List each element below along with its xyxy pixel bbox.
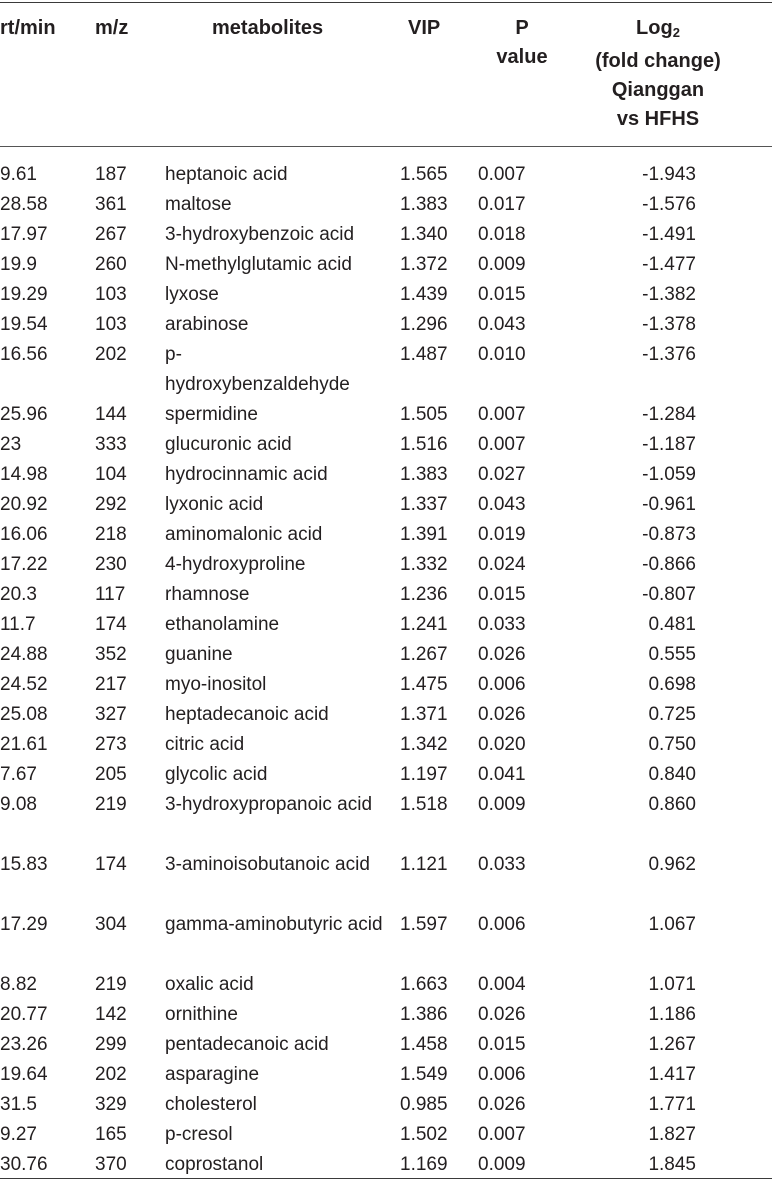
cell-metabolite: citric acid — [165, 734, 245, 755]
cell-rt: 20.3 — [0, 584, 37, 605]
table-row — [0, 1000, 772, 1030]
table-row — [0, 220, 772, 250]
table-bottom-rule — [0, 1178, 772, 1179]
cell-rt: 14.98 — [0, 464, 48, 485]
cell-metabolite: heptadecanoic acid — [165, 704, 329, 725]
header-fc-line2: (fold change) — [595, 50, 721, 72]
cell-fold-change: -0.807 — [642, 584, 696, 605]
table-top-rule — [0, 2, 772, 3]
cell-fold-change: -0.961 — [642, 494, 696, 515]
cell-mz: 202 — [95, 344, 127, 365]
cell-p-value: 0.007 — [478, 404, 526, 425]
cell-mz: 329 — [95, 1094, 127, 1115]
cell-vip: 1.372 — [400, 254, 448, 275]
header-fc-log: Log — [636, 17, 673, 39]
header-p-line2: value — [496, 46, 548, 68]
table-row — [0, 340, 772, 400]
cell-rt: 25.08 — [0, 704, 48, 725]
cell-metabolite: p- hydroxybenzaldehyde — [165, 344, 350, 395]
table-row — [0, 640, 772, 670]
cell-fold-change: 1.417 — [648, 1064, 696, 1085]
cell-p-value: 0.007 — [478, 1124, 526, 1145]
cell-mz: 142 — [95, 1004, 127, 1025]
cell-mz: 219 — [95, 974, 127, 995]
header-vip: VIP — [408, 17, 441, 39]
cell-vip: 1.391 — [400, 524, 448, 545]
cell-mz: 299 — [95, 1034, 127, 1055]
cell-rt: 21.61 — [0, 734, 48, 755]
table-row — [0, 490, 772, 520]
cell-rt: 17.97 — [0, 224, 48, 245]
cell-metabolite: spermidine — [165, 404, 258, 425]
cell-p-value: 0.033 — [478, 854, 526, 875]
cell-rt: 16.06 — [0, 524, 48, 545]
cell-vip: 1.565 — [400, 164, 448, 185]
table-row — [0, 400, 772, 430]
cell-vip: 1.342 — [400, 734, 448, 755]
cell-metabolite: lyxose — [165, 284, 219, 305]
cell-metabolite: guanine — [165, 644, 233, 665]
cell-vip: 1.383 — [400, 464, 448, 485]
cell-metabolite: gamma-aminobutyric acid — [165, 914, 383, 935]
cell-metabolite: p-cresol — [165, 1124, 233, 1145]
cell-rt: 20.77 — [0, 1004, 48, 1025]
cell-fold-change: -1.382 — [642, 284, 696, 305]
cell-fold-change: 1.186 — [648, 1004, 696, 1025]
cell-fold-change: 0.725 — [648, 704, 696, 725]
cell-vip: 0.985 — [400, 1094, 448, 1115]
cell-rt: 30.76 — [0, 1154, 48, 1175]
cell-p-value: 0.026 — [478, 644, 526, 665]
cell-metabolite: pentadecanoic acid — [165, 1034, 329, 1055]
cell-rt: 17.29 — [0, 914, 48, 935]
table-row — [0, 460, 772, 490]
cell-metabolite: ornithine — [165, 1004, 238, 1025]
cell-fold-change: -0.866 — [642, 554, 696, 575]
cell-vip: 1.296 — [400, 314, 448, 335]
cell-vip: 1.340 — [400, 224, 448, 245]
cell-mz: 205 — [95, 764, 127, 785]
cell-fold-change: 1.067 — [648, 914, 696, 935]
cell-rt: 9.27 — [0, 1124, 37, 1145]
cell-metabolite: asparagine — [165, 1064, 260, 1085]
table-row — [0, 190, 772, 220]
cell-p-value: 0.033 — [478, 614, 526, 635]
cell-metabolite: myo-inositol — [165, 674, 267, 695]
cell-metabolite: N-methylglutamic acid — [165, 254, 352, 275]
cell-mz: 352 — [95, 644, 127, 665]
table-row — [0, 520, 772, 550]
cell-fold-change: 0.860 — [648, 794, 696, 815]
cell-mz: 217 — [95, 674, 127, 695]
header-fc-line4: vs HFHS — [616, 108, 700, 130]
cell-vip: 1.236 — [400, 584, 448, 605]
cell-vip: 1.663 — [400, 974, 448, 995]
cell-rt: 17.22 — [0, 554, 48, 575]
cell-rt: 8.82 — [0, 974, 37, 995]
cell-fold-change: -1.376 — [642, 344, 696, 365]
cell-mz: 219 — [95, 794, 127, 815]
cell-vip: 1.241 — [400, 614, 448, 635]
cell-vip: 1.121 — [400, 854, 448, 875]
table-row — [0, 1060, 772, 1090]
cell-p-value: 0.006 — [478, 674, 526, 695]
table-row — [0, 850, 772, 910]
table-row — [0, 310, 772, 340]
cell-fold-change: -1.477 — [642, 254, 696, 275]
cell-vip: 1.332 — [400, 554, 448, 575]
header-fc-sub: 2 — [672, 25, 680, 40]
cell-fold-change: -1.059 — [642, 464, 696, 485]
cell-mz: 174 — [95, 614, 127, 635]
header-fold-change — [578, 14, 738, 134]
cell-mz: 202 — [95, 1064, 127, 1085]
cell-rt: 31.5 — [0, 1094, 37, 1115]
header-fc-line3: Qianggan — [611, 79, 705, 101]
cell-p-value: 0.024 — [478, 554, 526, 575]
cell-vip: 1.197 — [400, 764, 448, 785]
cell-vip: 1.597 — [400, 914, 448, 935]
cell-fold-change: -1.491 — [642, 224, 696, 245]
cell-p-value: 0.009 — [478, 794, 526, 815]
table-row — [0, 1120, 772, 1150]
cell-rt: 23.26 — [0, 1034, 48, 1055]
cell-fold-change: 0.481 — [648, 614, 696, 635]
cell-p-value: 0.019 — [478, 524, 526, 545]
table-row — [0, 580, 772, 610]
cell-mz: 174 — [95, 854, 127, 875]
cell-p-value: 0.007 — [478, 434, 526, 455]
cell-metabolite: heptanoic acid — [165, 164, 288, 185]
cell-metabolite: glycolic acid — [165, 764, 268, 785]
table-body — [0, 160, 772, 1180]
cell-rt: 20.92 — [0, 494, 48, 515]
table-row — [0, 730, 772, 760]
cell-metabolite: 3-hydroxypropanoic acid — [165, 794, 373, 815]
cell-mz: 260 — [95, 254, 127, 275]
cell-fold-change: 1.845 — [648, 1154, 696, 1175]
table-row — [0, 760, 772, 790]
cell-rt: 16.56 — [0, 344, 48, 365]
cell-mz: 327 — [95, 704, 127, 725]
cell-vip: 1.475 — [400, 674, 448, 695]
cell-metabolite: aminomalonic acid — [165, 524, 323, 545]
cell-rt: 23 — [0, 434, 22, 455]
cell-fold-change: 1.071 — [648, 974, 696, 995]
cell-vip: 1.549 — [400, 1064, 448, 1085]
cell-mz: 361 — [95, 194, 127, 215]
header-rt: rt/min — [0, 17, 56, 39]
cell-mz: 103 — [95, 284, 127, 305]
cell-metabolite: maltose — [165, 194, 232, 215]
cell-vip: 1.337 — [400, 494, 448, 515]
header-mz: m/z — [95, 17, 129, 39]
cell-p-value: 0.009 — [478, 254, 526, 275]
cell-p-value: 0.018 — [478, 224, 526, 245]
cell-rt: 24.52 — [0, 674, 48, 695]
cell-metabolite: hydrocinnamic acid — [165, 464, 328, 485]
cell-rt: 24.88 — [0, 644, 48, 665]
cell-metabolite: 3-hydroxybenzoic acid — [165, 224, 355, 245]
table-row — [0, 700, 772, 730]
cell-mz: 370 — [95, 1154, 127, 1175]
table-row — [0, 1030, 772, 1060]
cell-fold-change: -1.187 — [642, 434, 696, 455]
header-p-value — [486, 14, 558, 72]
table-row — [0, 790, 772, 850]
cell-rt: 11.7 — [0, 614, 36, 635]
cell-metabolite: 3-aminoisobutanoic acid — [165, 854, 370, 875]
table-row — [0, 1090, 772, 1120]
cell-vip: 1.439 — [400, 284, 448, 305]
cell-rt: 7.67 — [0, 764, 37, 785]
cell-mz: 230 — [95, 554, 127, 575]
cell-vip: 1.502 — [400, 1124, 448, 1145]
cell-p-value: 0.015 — [478, 1034, 526, 1055]
cell-fold-change: 1.267 — [648, 1034, 696, 1055]
cell-rt: 9.08 — [0, 794, 37, 815]
cell-fold-change: -1.576 — [642, 194, 696, 215]
cell-fold-change: -0.873 — [642, 524, 696, 545]
cell-vip: 1.383 — [400, 194, 448, 215]
cell-mz: 267 — [95, 224, 127, 245]
cell-rt: 19.29 — [0, 284, 48, 305]
cell-vip: 1.458 — [400, 1034, 448, 1055]
cell-vip: 1.487 — [400, 344, 448, 365]
cell-fold-change: 0.555 — [648, 644, 696, 665]
cell-fold-change: -1.943 — [642, 164, 696, 185]
cell-fold-change: 0.962 — [648, 854, 696, 875]
cell-metabolite: 4-hydroxyproline — [165, 554, 306, 575]
cell-mz: 144 — [95, 404, 127, 425]
cell-vip: 1.371 — [400, 704, 448, 725]
cell-mz: 273 — [95, 734, 127, 755]
table-row — [0, 280, 772, 310]
header-p-line1: P — [515, 17, 529, 39]
header-fc-line1 — [578, 14, 738, 47]
cell-rt: 19.9 — [0, 254, 37, 275]
header-metabolites: metabolites — [212, 17, 324, 39]
cell-mz: 292 — [95, 494, 127, 515]
cell-mz: 117 — [95, 584, 126, 605]
table-row — [0, 910, 772, 970]
cell-p-value: 0.015 — [478, 284, 526, 305]
cell-fold-change: -1.284 — [642, 404, 696, 425]
cell-p-value: 0.043 — [478, 314, 526, 335]
cell-mz: 104 — [95, 464, 127, 485]
cell-rt: 15.83 — [0, 854, 48, 875]
cell-rt: 28.58 — [0, 194, 48, 215]
cell-mz: 103 — [95, 314, 127, 335]
cell-fold-change: 1.771 — [648, 1094, 696, 1115]
cell-p-value: 0.010 — [478, 344, 526, 365]
cell-vip: 1.169 — [400, 1154, 448, 1175]
cell-fold-change: 0.698 — [648, 674, 696, 695]
cell-p-value: 0.017 — [478, 194, 526, 215]
cell-vip: 1.267 — [400, 644, 448, 665]
table-row — [0, 970, 772, 1000]
cell-rt: 19.64 — [0, 1064, 48, 1085]
cell-p-value: 0.006 — [478, 1064, 526, 1085]
cell-metabolite: rhamnose — [165, 584, 250, 605]
cell-rt: 9.61 — [0, 164, 37, 185]
cell-fold-change: 0.750 — [648, 734, 696, 755]
cell-fold-change: -1.378 — [642, 314, 696, 335]
table-row — [0, 250, 772, 280]
cell-p-value: 0.009 — [478, 1154, 526, 1175]
cell-rt: 25.96 — [0, 404, 48, 425]
cell-metabolite: coprostanol — [165, 1154, 264, 1175]
cell-metabolite: oxalic acid — [165, 974, 254, 995]
cell-p-value: 0.006 — [478, 914, 526, 935]
cell-p-value: 0.004 — [478, 974, 526, 995]
cell-fold-change: 1.827 — [648, 1124, 696, 1145]
cell-mz: 304 — [95, 914, 127, 935]
table-row — [0, 670, 772, 700]
cell-mz: 187 — [95, 164, 127, 185]
cell-p-value: 0.020 — [478, 734, 526, 755]
cell-p-value: 0.007 — [478, 164, 526, 185]
cell-metabolite: ethanolamine — [165, 614, 280, 635]
cell-p-value: 0.043 — [478, 494, 526, 515]
cell-vip: 1.518 — [400, 794, 448, 815]
cell-metabolite: lyxonic acid — [165, 494, 264, 515]
cell-mz: 218 — [95, 524, 127, 545]
table-row — [0, 160, 772, 190]
cell-p-value: 0.026 — [478, 1094, 526, 1115]
table-row — [0, 550, 772, 580]
cell-mz: 333 — [95, 434, 127, 455]
cell-metabolite: cholesterol — [165, 1094, 257, 1115]
cell-p-value: 0.026 — [478, 1004, 526, 1025]
cell-fold-change: 0.840 — [648, 764, 696, 785]
cell-p-value: 0.026 — [478, 704, 526, 725]
cell-metabolite: arabinose — [165, 314, 249, 335]
cell-vip: 1.505 — [400, 404, 448, 425]
table-row — [0, 1150, 772, 1180]
header-divider — [0, 146, 772, 147]
cell-vip: 1.386 — [400, 1004, 448, 1025]
cell-p-value: 0.015 — [478, 584, 526, 605]
cell-metabolite: glucuronic acid — [165, 434, 292, 455]
cell-p-value: 0.041 — [478, 764, 526, 785]
cell-vip: 1.516 — [400, 434, 448, 455]
table-row — [0, 430, 772, 460]
cell-mz: 165 — [95, 1124, 127, 1145]
cell-rt: 19.54 — [0, 314, 48, 335]
table-row — [0, 610, 772, 640]
cell-p-value: 0.027 — [478, 464, 526, 485]
